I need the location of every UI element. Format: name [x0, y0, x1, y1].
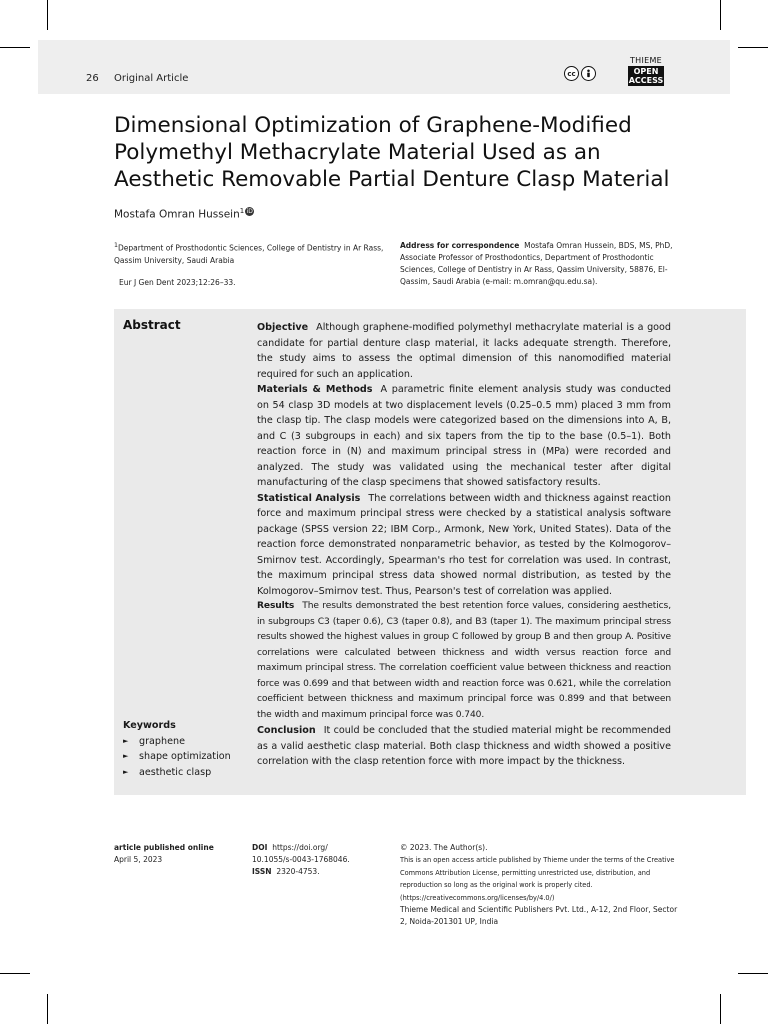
correspondence-label: Address for correspondence	[400, 241, 520, 250]
open-access-badge	[628, 66, 664, 86]
section-label: Materials & Methods	[257, 384, 373, 395]
keyword-text: graphene	[139, 735, 185, 747]
abstract-statistics	[257, 491, 671, 600]
copyright-info	[400, 842, 680, 928]
issn-label: ISSN	[252, 867, 272, 876]
citation: Eur J Gen Dent 2023;12:26–33.	[119, 278, 236, 287]
crop-mark	[738, 47, 768, 48]
abstract-results	[257, 599, 671, 723]
issn-value: 2320-4753.	[276, 867, 320, 876]
publisher-name: THIEME	[629, 56, 663, 65]
crop-mark	[0, 973, 30, 974]
affiliation	[114, 240, 384, 267]
cc-icon: cc	[564, 66, 579, 81]
crop-mark	[47, 994, 48, 1024]
article-type: Original Article	[114, 73, 189, 84]
person-icon	[584, 69, 593, 78]
license-text: This is an open access article published by Thieme under the terms of the Creative Commons Attribution License, permitting unrestricted use, distribution, and reproduction so long as the original work is properly cited. (https://creativecommons.org/licenses/by/4.0/)	[400, 856, 675, 902]
section-label: Conclusion	[257, 725, 316, 736]
abstract-methods	[257, 382, 671, 491]
section-label: Results	[257, 601, 295, 611]
arrow-right-icon: ►	[123, 736, 129, 745]
keyword-item[interactable]	[123, 734, 231, 750]
published-label: article published online	[114, 843, 214, 852]
keyword-item[interactable]	[123, 765, 231, 781]
abstract-heading: Abstract	[123, 318, 181, 332]
copyright: © 2023. The Author(s).	[400, 843, 488, 852]
keyword-text: shape optimization	[139, 751, 231, 762]
published-date: April 5, 2023	[114, 855, 163, 864]
publisher-address: Thieme Medical and Scientific Publishers Pvt. Ltd., A-12, 2nd Floor, Sector 2, Noida-201301 UP, India	[400, 905, 678, 926]
keywords-heading: Keywords	[123, 720, 176, 731]
arrow-right-icon: ►	[123, 752, 129, 760]
crop-mark	[47, 0, 48, 30]
running-header	[38, 40, 730, 94]
doi-info	[252, 842, 382, 878]
crop-mark	[0, 47, 30, 48]
correspondence-text: Mostafa Omran Hussein, BDS, MS, PhD, Associate Professor of Prosthodontics, Department of Prosthodontic Sciences, College of Dentistry in Ar Rass, Qassim University, 58876, El-Qassim, Saudi Arabia (e-mail: m.omran@qu.edu.sa).	[400, 241, 673, 286]
open-label: OPEN	[633, 67, 659, 76]
crop-mark	[738, 973, 768, 974]
crop-mark	[720, 994, 721, 1024]
abstract-objective	[257, 320, 671, 382]
affiliation-sup: 1	[114, 242, 118, 249]
section-label: Objective	[257, 322, 309, 333]
author-name: Mostafa Omran Hussein	[114, 208, 240, 221]
license-icons[interactable]	[564, 66, 596, 81]
author-affiliation-sup: 1	[239, 207, 245, 215]
section-text: A parametric finite element analysis study was conducted on 54 clasp 3D models at two displacement levels (0.25–0.5 mm) placed 3 mm from the clasp tip. The clasp models were categorized based on the dimensions into A, B, and C (3 subgroups in each) and six tapers from the tip to the base (0.5–1). Both reaction force in (N) and maximum principal stress in (MPa) were recorded and analyzed. The study was validated using the mechanical tester after digital manufacturing of the clasp specimens that showed satisfactory results.	[257, 384, 671, 488]
affiliation-text: Department of Prosthodontic Sciences, College of Dentistry in Ar Rass, Qassim University, Saudi Arabia	[114, 243, 384, 265]
section-text: The correlations between width and thickness against reaction force and maximum principal stress were checked by a statistical analysis software package (SPSS version 22; IBM Corp., Armonk, New York, United States). Data of the reaction force demonstrated nonparametric behavior, as tested by the Kolmogorov–Smirnov test. Accordingly, Spearman's rho test for correlation was used. In contrast, the maximum principal stress data showed normal distribution, as tested by the Kolmogorov–Smirnov test. Thus, Pearson's test of correlation was applied.	[257, 492, 672, 597]
doi-link[interactable]: https://doi.org/ 10.1055/s-0043-1768046.	[252, 843, 350, 864]
access-label: ACCESS	[628, 76, 664, 85]
abstract-body	[257, 320, 671, 770]
keyword-text: aesthetic clasp	[139, 766, 212, 778]
arrow-right-icon: ►	[123, 767, 129, 776]
correspondence	[400, 240, 675, 288]
keyword-item[interactable]	[123, 749, 231, 765]
publication-info	[114, 842, 244, 866]
section-text: It could be concluded that the studied material might be recommended as a valid aesthetic clasp material. Both clasp thickness and width showed a positive correlation with the clasp retention force with more impact by the thickness.	[257, 725, 671, 767]
section-text: Although graphene-modified polymethyl methacrylate material is a good candidate for partial denture clasp material, it lacks adequate strength. Therefore, the study aims to assess the optimal dimension of this nanomodified material required for such an application.	[257, 322, 671, 380]
crop-mark	[720, 0, 721, 30]
orcid-icon[interactable]: iD	[246, 208, 253, 215]
abstract-conclusion	[257, 723, 671, 770]
author-line	[114, 207, 254, 221]
thieme-open-access-logo[interactable]	[628, 56, 664, 86]
article-title: Dimensional Optimization of Graphene-Modified Polymethyl Methacrylate Material Used as an Aesthetic Removable Partial Denture Clasp Material	[114, 113, 670, 192]
section-label: Statistical Analysis	[257, 492, 361, 504]
page-number: 26	[86, 73, 99, 84]
attribution-icon	[581, 66, 596, 81]
section-text: The results demonstrated the best retention force values, considering aesthetics, in subgroups C3 (taper 0.6), C3 (taper 0.8), and B3 (taper 1). The maximum principal stress results showed the highest values in group C followed by group B and then group A. Positive correlations were calculated between thickness and width versus reaction force and maximum principal stress. The correlation coefficient value between thickness and reaction force was 0.699 and that between width and reaction force was 0.621, while the correlation coefficient between thickness and maximum principal force was 0.899 and that between the width and maximum principal force was 0.740.	[257, 601, 671, 720]
doi-label: DOI	[252, 843, 268, 852]
keywords	[123, 718, 231, 780]
